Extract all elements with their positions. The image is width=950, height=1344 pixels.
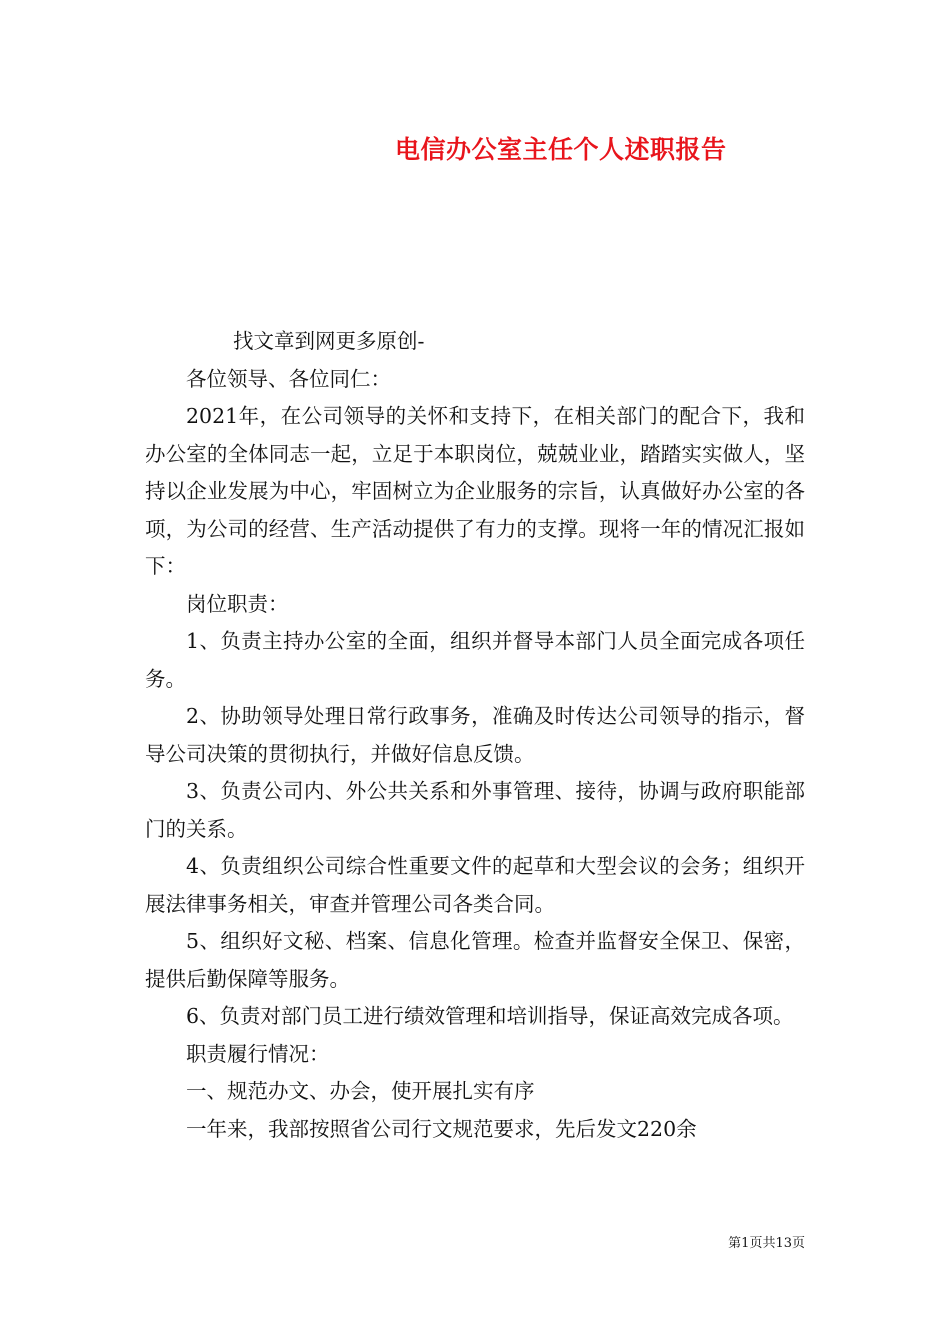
paragraph-source-note: 找文章到网更多原创- [233,329,425,353]
paragraph-duty-1: 1、负责主持办公室的全面，组织并督导本部门人员全面完成各项任务。 [145,629,805,691]
paragraph-performance-heading: 职责履行情况： [186,1041,330,1066]
paragraph-salutation: 各位领导、各位同仁： [186,366,391,391]
paragraph-duty-4: 4、负责组织公司综合性重要文件的起草和大型会议的会务；组织开展法律事务相关，审查并管理公司各类合同。 [145,854,805,916]
paragraph-duty-6: 6、负责对部门员工进行绩效管理和培训指导，保证高效完成各项。 [186,1004,794,1028]
document-title: 电信办公室主任个人述职报告 [395,135,727,164]
paragraph-duty-5: 5、组织好文秘、档案、信息化管理。检查并监督安全保卫、保密，提供后勤保障等服务。 [145,929,805,991]
document-body [145,323,805,1148]
paragraph-duties-heading: 岗位职责： [186,591,289,616]
paragraph-section-1-heading: 一、规范办文、办会，使开展扎实有序 [186,1079,535,1103]
paragraph-duty-2: 2、协助领导处理日常行政事务，准确及时传达公司领导的指示，督导公司决策的贯彻执行，并做好信息反馈。 [145,704,805,766]
paragraph-section-1-body: 一年来，我部按照省公司行文规范要求，先后发文220余 [186,1116,697,1141]
paragraph-duty-3: 3、负责公司内、外公共关系和外事管理、接待，协调与政府职能部门的关系。 [145,779,805,841]
page-number: 第1页共13页 [728,1236,805,1251]
paragraph-intro: 2021年，在公司领导的关怀和支持下，在相关部门的配合下，我和办公室的全体同志一起，立足于本职岗位，兢兢业业，踏踏实实做人，坚持以企业发展为中心，牢固树立为企业服务的宗旨，认真做好办公室的各项，为公司的经营、生产活动提供了有力的支撑。现将一年的情况汇报如下： [145,404,805,578]
